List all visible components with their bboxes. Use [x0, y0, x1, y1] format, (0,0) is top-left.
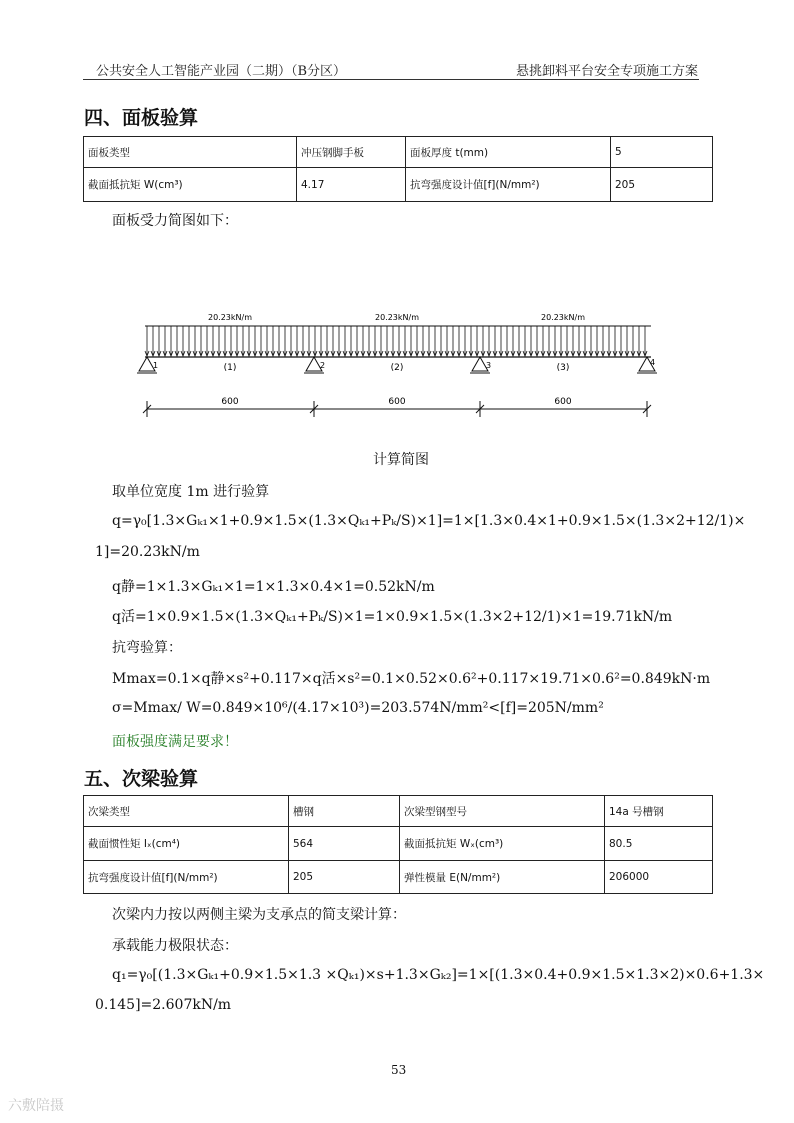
header-right: 悬挑卸料平台安全专项施工方案 [515, 64, 698, 79]
calc-line: q=γ₀[1.3×Gₖ₁×1+0.9×1.5×(1.3×Qₖ₁+Pₖ/S)×1]=1×[1.3×0.4×1+0.9×1.5×(1.3×2+12/1)× [112, 513, 746, 529]
calc-line: Mmax=0.1×q静×s²+0.117×q活×s²=0.1×0.52×0.6²+0.117×19.71×0.6²=0.849kN·m [112, 671, 711, 687]
panel-conclusion: 面板强度满足要求！ [112, 734, 238, 750]
dimension-label: 600 [221, 397, 239, 407]
table-cell: 面板厚度 t(mm) [406, 137, 611, 168]
table-cell: 冲压钢脚手板 [297, 137, 406, 168]
table-row [84, 796, 713, 827]
load-label: 20.23kN/m [374, 313, 420, 322]
support-2 [304, 357, 325, 373]
span-label: (1) [223, 363, 237, 373]
load-arrows [145, 326, 647, 356]
watermark: 六敷陪摄 [8, 1098, 64, 1114]
table-cell: 次梁类型 [84, 796, 289, 827]
page-number: 53 [391, 1063, 407, 1077]
table-cell: 抗弯强度设计值[f](N/mm²) [406, 168, 611, 202]
load-label: 20.23kN/m [207, 313, 253, 322]
table-cell: 80.5 [605, 827, 713, 861]
table-cell: 截面抵抗矩 Wₓ(cm³) [400, 827, 605, 861]
diagram-intro: 面板受力简图如下： [112, 213, 238, 229]
table-cell: 564 [289, 827, 400, 861]
table-cell: 206000 [605, 861, 713, 894]
diagram-caption: 计算简图 [373, 452, 429, 468]
section5-title: 五、次梁验算 [84, 768, 199, 790]
table-cell: 截面惯性矩 Iₓ(cm⁴) [84, 827, 289, 861]
table-row [84, 861, 713, 894]
secondary-beam-table [83, 795, 713, 894]
table-cell: 4.17 [297, 168, 406, 202]
dimension-label: 600 [388, 397, 406, 407]
table-cell: 弹性模量 E(N/mm²) [400, 861, 605, 894]
calc-line: 次梁内力按以两侧主梁为支承点的简支梁计算： [112, 907, 406, 923]
section4-title: 四、面板验算 [84, 107, 199, 129]
load-label: 20.23kN/m [540, 313, 586, 322]
support-label: 4 [650, 358, 656, 367]
calc-line: q活=1×0.9×1.5×(1.3×Qₖ₁+Pₖ/S)×1=1×0.9×1.5×(1.3×2+12/1)×1=19.71kN/m [112, 609, 673, 625]
support-label: 2 [320, 361, 326, 370]
header-left: 公共安全人工智能产业园（二期）（B分区） [96, 64, 347, 79]
calc-line: q静=1×1.3×Gₖ₁×1=1×1.3×0.4×1=0.52kN/m [112, 579, 435, 595]
table-cell: 面板类型 [84, 137, 297, 168]
calc-line: σ=Mmax/ W=0.849×10⁶/(4.17×10³)=203.574N/mm²<[f]=205N/mm² [112, 700, 604, 716]
table-cell: 205 [611, 168, 713, 202]
support-4 [637, 357, 657, 373]
calc-line: q₁=γ₀[(1.3×Gₖ₁+0.9×1.5×1.3 ×Qₖ₁)×s+1.3×Gₖ₂]=1×[(1.3×0.4+0.9×1.5×1.3×2)×0.6+1.3× [112, 967, 765, 983]
beam-diagram [0, 305, 794, 445]
calc-line: 抗弯验算： [112, 640, 182, 656]
calc-line: 1]=20.23kN/m [95, 544, 200, 560]
table-cell: 14a 号槽钢 [605, 796, 713, 827]
calc-line: 承载能力极限状态： [112, 938, 238, 954]
table-cell: 次梁型钢型号 [400, 796, 605, 827]
dimension-label: 600 [554, 397, 572, 407]
span-label: (2) [390, 363, 404, 373]
table-cell: 205 [289, 861, 400, 894]
support-label: 1 [153, 361, 159, 370]
support-1 [137, 357, 158, 373]
table-cell: 抗弯强度设计值[f](N/mm²) [84, 861, 289, 894]
header-rule [83, 79, 699, 80]
table-cell: 5 [611, 137, 713, 168]
calc-line: 0.145]=2.607kN/m [95, 997, 232, 1013]
table-row [84, 168, 713, 202]
calc-line: 取单位宽度 1m 进行验算 [112, 484, 270, 500]
support-3 [470, 357, 491, 373]
support-label: 3 [486, 361, 492, 370]
span-label: (3) [556, 363, 570, 373]
panel-table [83, 136, 713, 202]
table-row [84, 827, 713, 861]
table-cell: 截面抵抗矩 W(cm³) [84, 168, 297, 202]
table-row [84, 137, 713, 168]
table-cell: 槽钢 [289, 796, 400, 827]
